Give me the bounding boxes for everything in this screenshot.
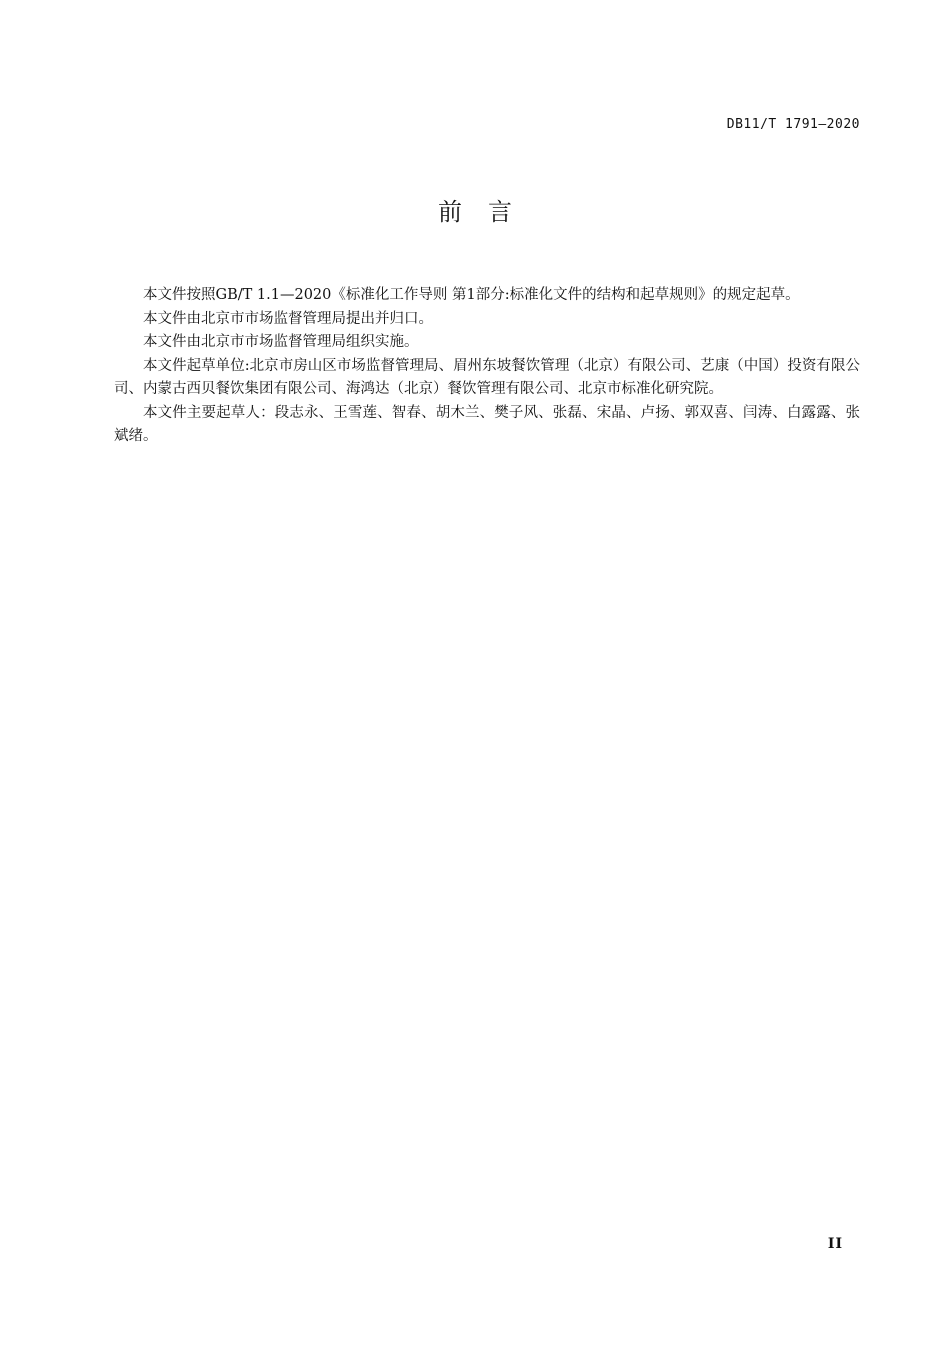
document-code: DB11/T 1791—2020 bbox=[726, 117, 860, 132]
paragraph-implementer: 本文件由北京市市场监督管理局组织实施。 bbox=[143, 334, 419, 350]
paragraph-proposer: 本文件由北京市市场监督管理局提出并归口。 bbox=[143, 310, 433, 327]
page-number: II bbox=[827, 1236, 843, 1252]
paragraph-drafters: 本文件主要起草人：段志永、王雪莲、智春、胡木兰、樊子风、张磊、宋晶、卢扬、郭双喜、闫涛、白露露、张斌绪。 bbox=[114, 404, 860, 444]
page-title: 前言 bbox=[438, 198, 538, 226]
foreword-body bbox=[114, 284, 860, 449]
paragraph-drafting-units: 本文件起草单位:北京市房山区市场监督管理局、眉州东坡餐饮管理（北京）有限公司、艺康（中国）投资有限公司、内蒙古西贝餐饮集团有限公司、海鸿达（北京）餐饮管理有限公司、北京市标准化研究院。 bbox=[114, 357, 860, 397]
paragraph-drafting-basis: 本文件按照GB/T 1.1—2020《标准化工作导则 第1部分:标准化文件的结构和起草规则》的规定起草。 bbox=[143, 287, 800, 303]
